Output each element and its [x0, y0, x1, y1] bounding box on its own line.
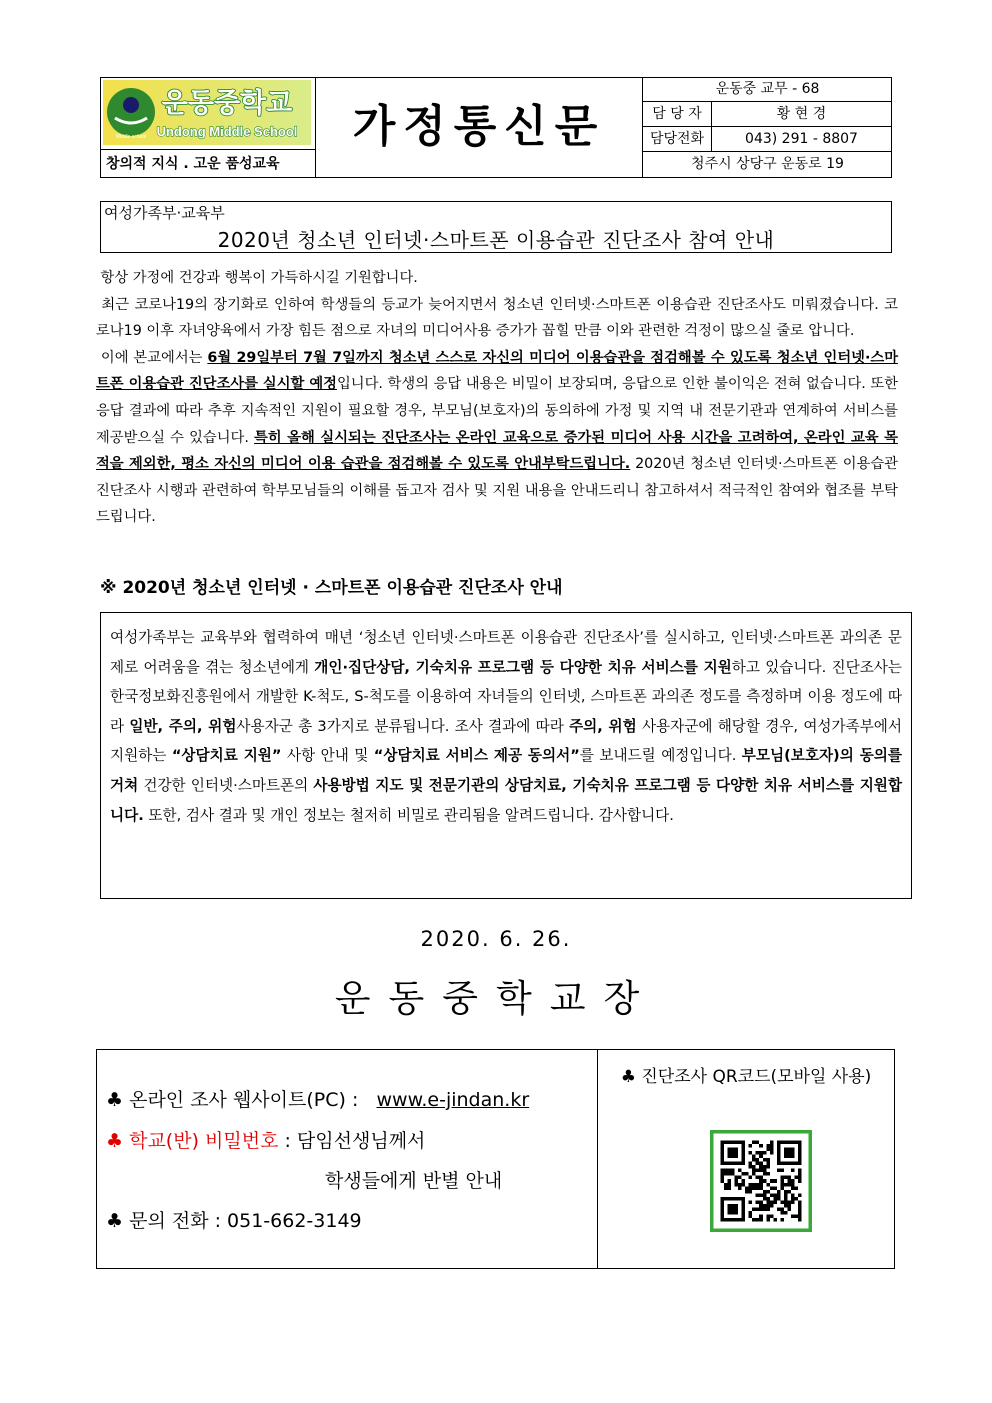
info-bold: “상담치료 서비스 제공 동의서” — [373, 747, 580, 765]
info-bold: 사용방법 지도 및 전문기관의 상담치료, 기숙치유 프로그램 등 다양한 치유 서비스를 지원합니다. — [110, 776, 902, 824]
notice-title: 2020년 청소년 인터넷·스마트폰 이용습관 진단조사 참여 안내 — [217, 228, 775, 252]
school-motto: 창의적 지식 . 고운 품성교육 — [100, 149, 316, 178]
info-bold: 주의, 위험 — [569, 717, 637, 735]
logo-school-name-en: Undong Middle School — [156, 124, 298, 139]
phone-row — [643, 127, 892, 152]
inquiry-phone: 문의 전화 : 051-662-3149 — [129, 1210, 362, 1232]
manager-value: 황 현 경 — [776, 106, 827, 122]
info-box — [100, 612, 912, 899]
phone-label: 담당전화 — [643, 127, 712, 151]
body-paragraph-3a: 이에 본교에서는 — [100, 349, 208, 366]
address: 청주시 상당구 운동로 19 — [691, 156, 844, 172]
website-link[interactable]: www.e-jindan.kr — [376, 1089, 530, 1111]
notice-issuer: 여성가족부·교육부 — [104, 204, 225, 222]
body-greeting: 항상 가정에 건강과 행복이 가득하시길 기원합니다. — [100, 270, 418, 286]
info-text: 여성가족부는 교육부와 협력하여 매년 ‘청소년 인터넷·스마트폰 이용습관 진단조사’를 실시하고, 인터넷·스마트폰 과의존 문제로 어려움을 겪는 청소년에게 — [110, 629, 902, 676]
info-text: 건강한 인터넷·스마트폰의 — [138, 776, 314, 794]
manager-row — [643, 102, 892, 127]
manager-label: 담 당 자 — [643, 102, 712, 126]
info-text: 사용자군 총 3가지로 분류됩니다. 조사 결과에 따라 — [236, 717, 570, 735]
logo-school-name-ko: 운동중학교 — [161, 88, 293, 119]
issue-date: 2020. 6. 26. — [420, 927, 572, 951]
website-label: 온라인 조사 웹사이트(PC) : — [129, 1089, 365, 1111]
logo-small-text: Middle school — [115, 134, 147, 140]
qr-code-icon[interactable] — [710, 1130, 812, 1232]
info-bold: 개인·집단상담, 기숙치유 프로그램 등 다양한 치유 서비스를 지원 — [314, 658, 732, 676]
info-bold: 부모님(보호자)의 동의를 거쳐 — [110, 747, 903, 794]
body-text — [96, 265, 898, 531]
principal-signature: 운동중학교장 — [334, 977, 658, 1020]
info-table — [642, 77, 892, 178]
password-label: 학교(반) 비밀번호 — [129, 1130, 279, 1152]
phone-line — [106, 1206, 362, 1233]
school-logo — [103, 80, 311, 145]
info-text: 를 보내드릴 예정입니다. — [579, 747, 742, 765]
body-paragraph-2: 최근 코로나19의 장기화로 인하여 학생들의 등교가 늦어지면서 청소년 인터넷·스마트폰 이용습관 진단조사도 미뤄졌습니다. 코로나19 이후 자녀양육에서 가장 힘든 점으로 자녀의 미디어사용 증가가 꼽힐 만큼 이와 관련한 걱정이 많으실 줄로 압니다. — [96, 296, 898, 340]
page-title: 가정통신문 — [352, 101, 606, 152]
club-icon: ♣ — [106, 1210, 124, 1232]
club-icon: ♣ — [106, 1089, 124, 1111]
qr-label: ♣ 진단조사 QR코드(모바일 사용) — [620, 1067, 872, 1087]
info-text: 사용자군에 해당할 경우, 여성가족부에서 지원하는 — [110, 717, 903, 765]
body-paragraph-3e: 2020년 청소년 인터넷·스마트폰 이용습관 진단조사 시행과 관련하여 학부모님들의 이해를 돕고자 검사 및 지원 내용을 안내드리니 참고하셔서 적극적인 참여와 협조를 부탁드립니다. — [96, 456, 898, 526]
info-bold: “상담치료 지원” — [171, 747, 282, 765]
body-paragraph-3c: 입니다. 학생의 응답 내용은 비밀이 보장되며, 응답으로 인한 불이익은 전혀 없습니다. 또한 응답 결과에 따라 추후 지속적인 지원이 필요할 경우, 부모님(보호자)의 동의하에 가정 및 지역 내 전문기관과 연계하여 서비스를 제공받으실 수 있습니다. — [96, 376, 898, 446]
doc-number: 운동중 교무 - 68 — [643, 77, 892, 102]
website-line — [106, 1085, 529, 1112]
body-highlight-2: 특히 올해 실시되는 진단조사는 온라인 교육으로 증가된 미디어 사용 시간을 고려하여, 온라인 교육 목적을 제외한, 평소 자신의 미디어 이용 습관을 점검해볼 수 있도록 안내부탁드립니다. — [96, 429, 898, 473]
section-heading: ※ 2020년 청소년 인터넷 · 스마트폰 이용습관 진단조사 안내 — [100, 578, 563, 598]
body-highlight-1: 6월 29일부터 7월 7일까지 청소년 스스로 자신의 미디어 이용습관을 점검해볼 수 있도록 청소년 인터넷·스마트폰 이용습관 진단조사를 실시할 예정 — [96, 349, 899, 393]
phone-value: 043) 291 - 8807 — [745, 131, 858, 147]
info-bold: 일반, 주의, 위험 — [129, 717, 237, 735]
password-line — [106, 1126, 425, 1153]
password-text-2: 학생들에게 반별 안내 — [325, 1170, 503, 1192]
info-text: 사항 안내 및 — [281, 747, 374, 765]
info-text: 또한, 검사 결과 및 개인 정보는 철저히 비밀로 관리됨을 알려드립니다. 감사합니다. — [143, 806, 674, 824]
info-text: 하고 있습니다. 진단조사는 한국정보화진흥원에서 개발한 K-척도, S-척도를 이용하여 자녀들의 인터넷, 스마트폰 과의존 정도를 측정하며 이용 정도에 따라 — [110, 658, 902, 735]
club-icon: ♣ — [106, 1130, 124, 1152]
password-text: : 담임선생님께서 — [278, 1130, 426, 1152]
